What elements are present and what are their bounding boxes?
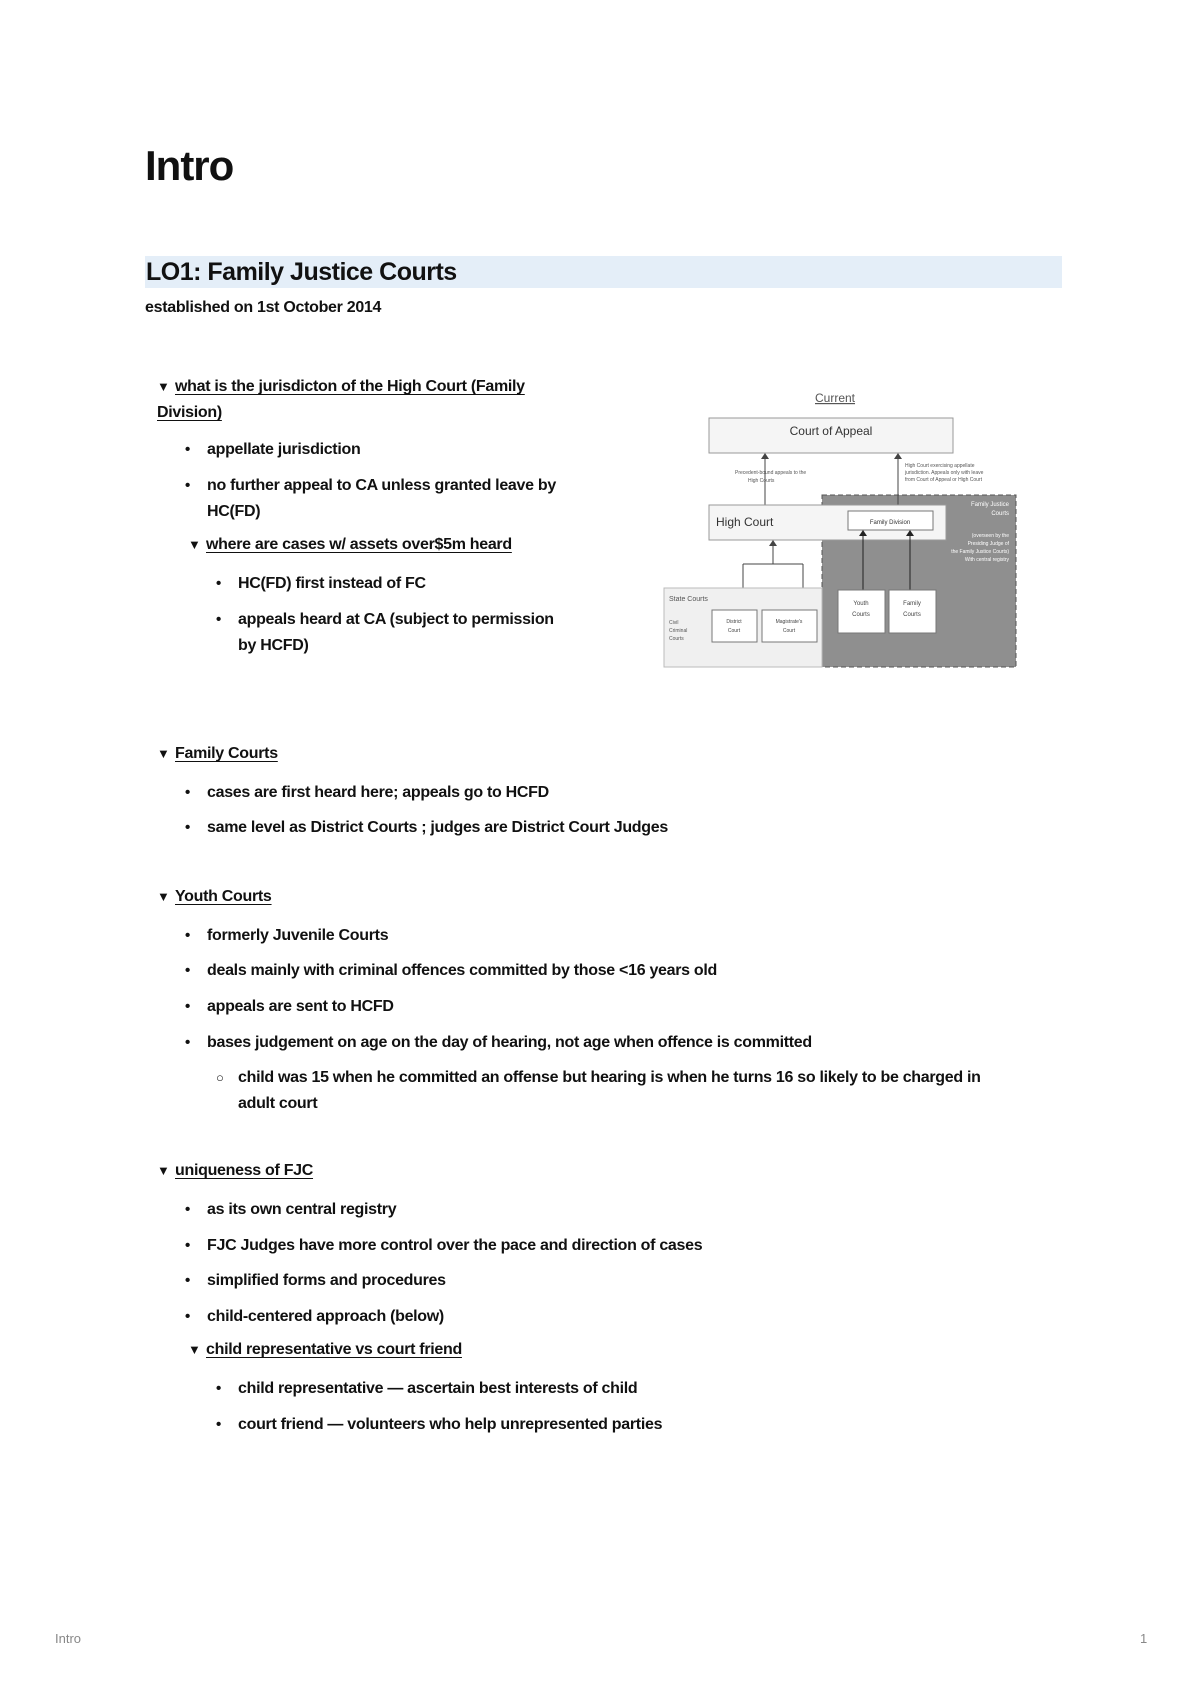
bullet-icon: • (185, 441, 190, 458)
toggle-triangle-icon: ▼ (157, 379, 170, 394)
list-item (185, 923, 389, 949)
diagram-note: the Family Justice Courts) (951, 549, 1009, 555)
bullet-icon: • (185, 1034, 190, 1051)
toggle-label: Family Courts (175, 745, 278, 762)
toggle-high-court[interactable] (157, 378, 525, 396)
toggle-triangle-icon: ▼ (157, 746, 170, 761)
toggle-child-rep-vs-court-friend[interactable] (188, 1341, 462, 1359)
list-item-text: appeals are sent to HCFD (207, 998, 394, 1015)
list-item-text: appeals heard at CA (subject to permission (238, 611, 554, 628)
list-item-text: as its own central registry (207, 1201, 397, 1218)
court-structure-diagram (660, 385, 1020, 670)
diagram-label-family: Family (903, 601, 921, 607)
diagram-note: High Court exercising appellate (905, 463, 975, 469)
sub-list-item (216, 1065, 981, 1091)
list-item-text: cases are first heard here; appeals go to HCFD (207, 784, 549, 801)
diagram-note: Presiding Judge of (967, 541, 1009, 547)
list-item-text: child-centered approach (below) (207, 1308, 444, 1325)
diagram-note: High Courts (748, 478, 775, 484)
toggle-label: child representative vs court friend (206, 1341, 462, 1358)
bullet-icon: • (185, 1272, 190, 1289)
list-item-text: court friend — volunteers who help unrepresented parties (238, 1416, 663, 1433)
diagram-label-civil: Courts (669, 636, 684, 642)
list-item (185, 1030, 812, 1056)
footer-title: Intro (55, 1631, 82, 1646)
page-number: 1 (1140, 1631, 1148, 1646)
list-item (185, 994, 394, 1020)
list-item-text: simplified forms and procedures (207, 1272, 446, 1289)
toggle-uniqueness-fjc[interactable] (157, 1162, 313, 1180)
list-item (216, 1412, 663, 1438)
list-item (185, 1268, 446, 1294)
list-item (185, 1197, 397, 1223)
toggle-assets-over-5m[interactable] (188, 536, 512, 554)
section-heading: LO1: Family Justice Courts (146, 258, 457, 286)
arrow-head (769, 540, 777, 546)
list-item-text: FJC Judges have more control over the pace and direction of cases (207, 1237, 703, 1254)
bullet-icon: • (185, 927, 190, 944)
list-item (216, 571, 426, 597)
bullet-icon: • (216, 1380, 221, 1397)
bullet-icon: • (185, 819, 190, 836)
list-item (216, 607, 554, 633)
diagram-label-youth: Youth (853, 601, 869, 607)
toggle-label: Youth Courts (175, 888, 272, 905)
toggle-triangle-icon: ▼ (157, 889, 170, 904)
list-item (185, 1304, 444, 1330)
list-item (185, 780, 549, 806)
page-title: Intro (145, 142, 234, 189)
list-item-text: HC(FD) (207, 503, 261, 520)
list-item-text: deals mainly with criminal offences committed by those <16 years old (207, 962, 717, 979)
arrow-head (761, 453, 769, 459)
toggle-youth-courts[interactable] (157, 888, 272, 906)
diagram-label-civil: Civil (669, 620, 679, 626)
diagram-note: Precedent-bound appeals to the (735, 470, 807, 476)
box-magistrates-court (762, 610, 817, 642)
list-item-text: same level as District Courts ; judges are District Court Judges (207, 819, 668, 836)
list-item-text: bases judgement on age on the day of hearing, not age when offence is committed (207, 1034, 812, 1051)
list-item-text: by HCFD) (238, 637, 309, 654)
diagram-label-family: Courts (903, 612, 921, 618)
list-item-text: adult court (238, 1095, 318, 1112)
diagram-caption: Current (815, 391, 856, 405)
toggle-label: where are cases w/ assets over$5m heard (206, 536, 512, 553)
list-item-text: appellate jurisdiction (207, 441, 361, 458)
bullet-icon: • (216, 611, 221, 628)
diagram-label-court-of-appeal: Court of Appeal (789, 424, 873, 438)
bullet-icon: • (185, 1308, 190, 1325)
list-item-text: child was 15 when he committed an offense but hearing is when he turns 16 so likely to be charged in (238, 1069, 981, 1086)
hollow-bullet-icon: ○ (216, 1070, 224, 1085)
box-district-court (712, 610, 757, 642)
diagram-label-fjc: Courts (991, 511, 1009, 517)
list-item (185, 958, 717, 984)
diagram-label-state-courts: State Courts (669, 596, 708, 603)
toggle-family-courts[interactable] (157, 745, 278, 763)
bullet-icon: • (216, 1416, 221, 1433)
toggle-triangle-icon: ▼ (188, 1342, 201, 1357)
bullet-icon: • (185, 784, 190, 801)
bullet-icon: • (185, 962, 190, 979)
diagram-label-high-court: High Court (716, 515, 774, 529)
diagram-label-fjc: Family Justice (970, 502, 1009, 508)
toggle-label: what is the jurisdicton of the High Court (Family (175, 378, 525, 395)
list-item-text: no further appeal to CA unless granted leave by (207, 477, 556, 494)
diagram-label-civil: Criminal (669, 628, 688, 634)
list-item (216, 1376, 638, 1402)
bullet-icon: • (185, 1201, 190, 1218)
list-item-text: formerly Juvenile Courts (207, 927, 389, 944)
list-item-continued (207, 499, 260, 525)
toggle-label-continued (157, 404, 222, 422)
list-item-text: HC(FD) first instead of FC (238, 575, 426, 592)
list-item (185, 815, 668, 841)
diagram-label-magistrate: Court (782, 628, 796, 634)
sub-list-item-continued (238, 1091, 317, 1117)
list-item-continued (238, 633, 308, 659)
toggle-label-line2: Division) (157, 404, 222, 421)
bullet-icon: • (216, 575, 221, 592)
diagram-label-district: District (726, 619, 742, 625)
list-item-text: child representative — ascertain best interests of child (238, 1380, 638, 1397)
section-subtitle: established on 1st October 2014 (145, 299, 382, 316)
diagram-note: jurisdiction. Appeals only with leave (905, 470, 984, 476)
diagram-label-district: Court (727, 628, 741, 634)
diagram-note: (overseen by the (971, 533, 1009, 539)
diagram-note: With central registry (964, 557, 1009, 563)
diagram-note: from Court of Appeal or High Court (905, 477, 982, 483)
bullet-icon: • (185, 998, 190, 1015)
toggle-label: uniqueness of FJC (175, 1162, 314, 1179)
bullet-icon: • (185, 477, 190, 494)
toggle-triangle-icon: ▼ (157, 1163, 170, 1178)
list-item (185, 1233, 703, 1259)
diagram-label-family-division: Family Division (869, 520, 911, 526)
arrow-head (894, 453, 902, 459)
list-item (185, 473, 556, 499)
list-item (185, 437, 361, 463)
diagram-label-youth: Courts (852, 612, 870, 618)
diagram-label-magistrate: Magistrate's (775, 619, 803, 625)
toggle-triangle-icon: ▼ (188, 537, 201, 552)
bullet-icon: • (185, 1237, 190, 1254)
